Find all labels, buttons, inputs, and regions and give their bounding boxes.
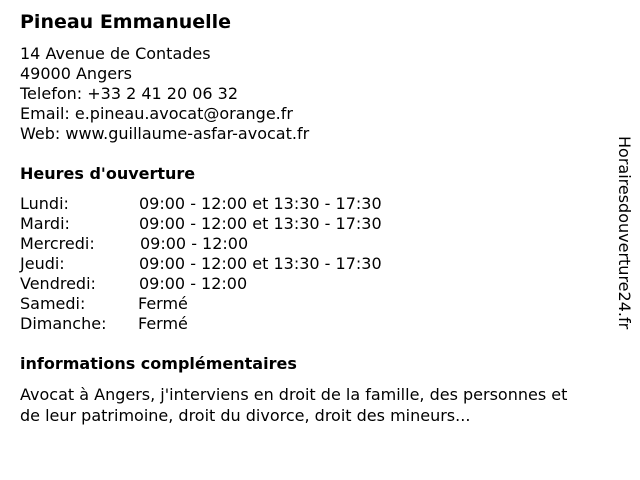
hours-row-thursday: [20, 254, 600, 274]
hours-row-sunday: [20, 314, 600, 334]
time-value: Fermé: [138, 314, 188, 333]
time-value: Fermé: [138, 294, 188, 313]
day-label: Dimanche:: [20, 314, 107, 333]
day-label: Vendredi:: [20, 274, 96, 293]
business-card: [20, 10, 600, 426]
hours-row-friday: [20, 274, 600, 294]
email-line: Email: e.pineau.avocat@orange.fr: [20, 104, 293, 123]
business-name: Pineau Emmanuelle: [20, 11, 232, 33]
time-value: 09:00 - 12:00: [139, 274, 248, 293]
additional-info-text: Avocat à Angers, j'interviens en droit de la famille, des personnes et de leur patrimoine, droit du divorce, droit des mineurs...: [20, 385, 568, 425]
additional-info-heading: informations complémentaires: [20, 354, 297, 373]
day-label: Mercredi:: [20, 234, 95, 253]
site-watermark: Horairesdouverture24.fr: [615, 136, 634, 330]
hours-row-saturday: [20, 294, 600, 314]
time-value: 09:00 - 12:00 et 13:30 - 17:30: [139, 254, 382, 273]
website-line: Web: www.guillaume-asfar-avocat.fr: [20, 124, 310, 143]
opening-hours-heading: Heures d'ouverture: [20, 164, 196, 183]
hours-row-monday: [20, 194, 600, 214]
phone-line: Telefon: +33 2 41 20 06 32: [20, 84, 239, 103]
hours-row-tuesday: [20, 214, 600, 234]
day-label: Jeudi:: [20, 254, 65, 273]
time-value: 09:00 - 12:00 et 13:30 - 17:30: [139, 194, 382, 213]
time-value: 09:00 - 12:00: [140, 234, 249, 253]
opening-hours-table: [20, 194, 600, 334]
address-city: 49000 Angers: [20, 64, 132, 83]
time-value: 09:00 - 12:00 et 13:30 - 17:30: [139, 214, 382, 233]
day-label: Samedi:: [20, 294, 86, 313]
hours-row-wednesday: [20, 234, 600, 254]
day-label: Lundi:: [20, 194, 69, 213]
address-street: 14 Avenue de Contades: [20, 44, 211, 63]
contact-block: [20, 44, 600, 144]
day-label: Mardi:: [20, 214, 70, 233]
